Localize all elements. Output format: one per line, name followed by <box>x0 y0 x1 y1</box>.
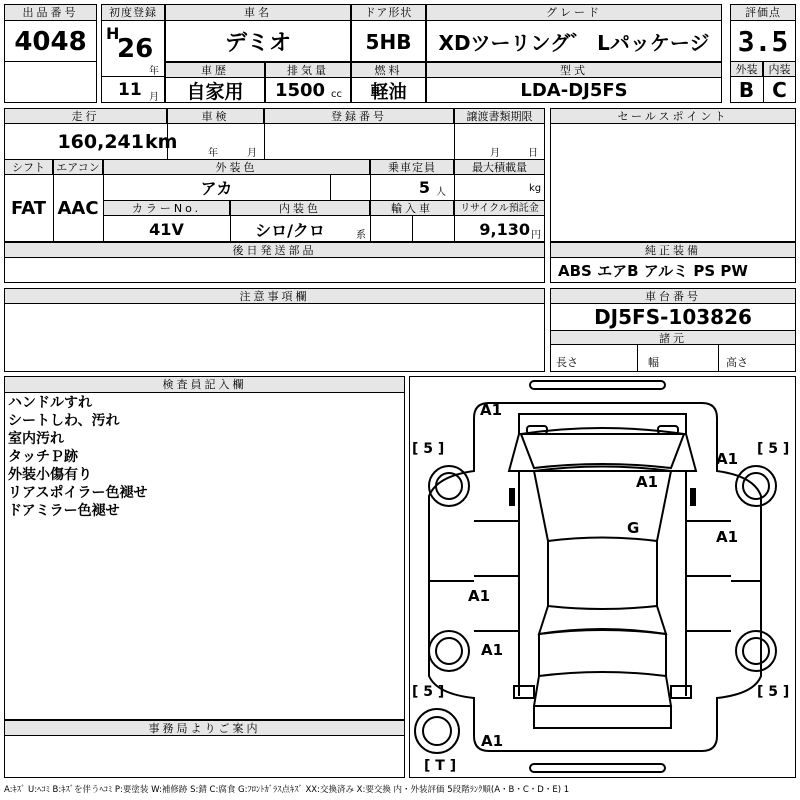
registration-number-label: 登録番号 <box>264 108 454 124</box>
tire-tread-front-left: [ 5 ] <box>412 441 445 457</box>
interior-label: 内装 <box>763 61 796 77</box>
tire-tread-rear-left: [ 5 ] <box>412 684 445 700</box>
fuel-label: 燃料 <box>351 62 426 78</box>
tire-tread-rear-right: [ 5 ] <box>757 684 790 700</box>
fuel: 軽油 <box>370 81 407 103</box>
displacement-unit: cc <box>331 89 342 100</box>
first-registration-year: 26 <box>117 34 154 64</box>
spare-tire-label: [ T ] <box>424 758 457 774</box>
exterior-color-label: 外装色 <box>103 159 370 175</box>
specs-label: 諸元 <box>550 330 796 345</box>
chassis-number: DJ5FS-103826 <box>594 305 752 329</box>
inspector-note: 外装小傷有り <box>8 467 92 483</box>
shift-label: シフト <box>4 159 53 175</box>
damage-mark: A1 <box>480 401 503 419</box>
score-label: 評価点 <box>730 4 796 21</box>
interior-color-label: 内装色 <box>230 200 370 216</box>
car-history: 自家用 <box>186 81 244 103</box>
lot-number-blank <box>4 61 97 103</box>
door-label: ドア形状 <box>351 4 426 21</box>
exterior-label: 外装 <box>730 61 763 77</box>
damage-mark: A1 <box>636 473 659 491</box>
inspector-note: リアスポイラー色褪せ <box>8 485 148 501</box>
damage-legend: A:ｷｽﾞ U:ﾍｺﾐ B:ｷｽﾞを伴うﾍｺﾐ P:要塗装 W:補修跡 S:錆 C:腐食 G:ﾌﾛﾝﾄｶﾞﾗｽ点ｷｽﾞ XX:交換済み X:要交換 内・外装評価 5段階ﾗﾝｸ順(A・B・C・D・E) 1 <box>4 785 570 795</box>
mileage-unit: km <box>145 131 178 153</box>
displacement: 1500 <box>274 80 326 101</box>
car-name-label: 車名 <box>165 4 351 21</box>
transfer-deadline-label: 譲渡書類期限 <box>454 108 545 124</box>
era: H <box>106 24 120 43</box>
damage-mark: A1 <box>716 450 739 468</box>
lot-number-label: 出品番号 <box>4 4 97 21</box>
capacity: 5 <box>418 178 430 197</box>
inspection-label: 車検 <box>167 108 264 124</box>
model-code: LDA-DJ5FS <box>520 80 628 101</box>
office-notice-label: 事務局よりご案内 <box>4 720 405 736</box>
door-type: 5HB <box>365 29 412 54</box>
lot-number: 4048 <box>14 26 87 57</box>
width-label: 幅 <box>648 356 659 369</box>
sales-points-box <box>550 108 796 242</box>
length-label: 長さ <box>556 356 578 369</box>
color-number-label: カラーNo. <box>103 200 230 216</box>
interior-color-unit: 系 <box>356 230 366 241</box>
first-registration-label: 初度登録 <box>101 4 165 21</box>
interior-color: シロ/クロ <box>255 220 325 240</box>
displacement-label: 排気量 <box>265 62 351 78</box>
inspector-notes <box>8 394 147 520</box>
inspector-note: ドアミラー色褪せ <box>8 503 120 519</box>
capacity-label: 乗車定員 <box>370 159 454 175</box>
transfer-month-unit: 月 <box>490 148 500 159</box>
height-label: 高さ <box>726 356 748 369</box>
max-load-unit: kg <box>529 183 542 194</box>
damage-mark: G <box>627 519 640 537</box>
car-name: デミオ <box>224 31 291 56</box>
inspector-note: ハンドルすれ <box>8 395 92 411</box>
grade-label: グレード <box>426 4 722 21</box>
parts-label: 後日発送部品 <box>4 242 545 258</box>
color-number: 41V <box>149 219 184 239</box>
max-load-label: 最大積載量 <box>454 159 545 175</box>
grade: XDツーリング゛ Lパッケージ <box>438 31 710 55</box>
mileage: 160,241 <box>57 130 144 153</box>
sales-points-label: セールスポイント <box>550 108 796 124</box>
inspector-note: 室内汚れ <box>8 431 64 447</box>
aircon-label: エアコン <box>53 159 103 175</box>
damage-mark: A1 <box>481 732 504 750</box>
year-unit: 年 <box>149 66 159 77</box>
model-label: 型式 <box>426 62 722 78</box>
month-unit: 月 <box>149 92 159 103</box>
caution-label: 注意事項欄 <box>4 288 545 304</box>
tire-tread-front-right: [ 5 ] <box>757 441 790 457</box>
inspector-label: 検査員記入欄 <box>4 376 405 393</box>
recycle-fee-unit: 円 <box>531 230 541 241</box>
exterior-color: アカ <box>200 179 233 198</box>
damage-mark: A1 <box>468 587 491 605</box>
interior-grade: C <box>772 78 787 102</box>
import-label: 輸入車 <box>370 200 454 216</box>
equipment-label: 純正装備 <box>550 242 796 258</box>
chassis-label: 車台番号 <box>550 288 796 304</box>
inspection-year-unit: 年 <box>208 148 218 159</box>
mileage-label: 走行 <box>4 108 167 124</box>
capacity-unit: 人 <box>436 187 446 198</box>
car-diagram <box>409 376 796 778</box>
inspection-month-unit: 月 <box>247 148 257 159</box>
damage-mark: A1 <box>481 641 504 659</box>
transfer-day-unit: 日 <box>528 148 538 159</box>
score: 3.5 <box>737 24 789 58</box>
aircon-type: AAC <box>57 198 99 219</box>
exterior-grade: B <box>738 78 755 102</box>
equipment: ABS エアB アルミ PS PW <box>558 262 748 280</box>
first-registration-month: 11 <box>118 80 142 100</box>
shift-type: FAT <box>10 198 47 219</box>
inspector-note: シートしわ、汚れ <box>8 413 120 429</box>
inspector-note: タッチＰ跡 <box>8 449 78 465</box>
recycle-fee-label: リサイクル預託金 <box>454 200 545 216</box>
damage-mark: A1 <box>716 528 739 546</box>
recycle-fee: 9,130 <box>479 219 530 239</box>
history-label: 車歴 <box>165 62 265 78</box>
